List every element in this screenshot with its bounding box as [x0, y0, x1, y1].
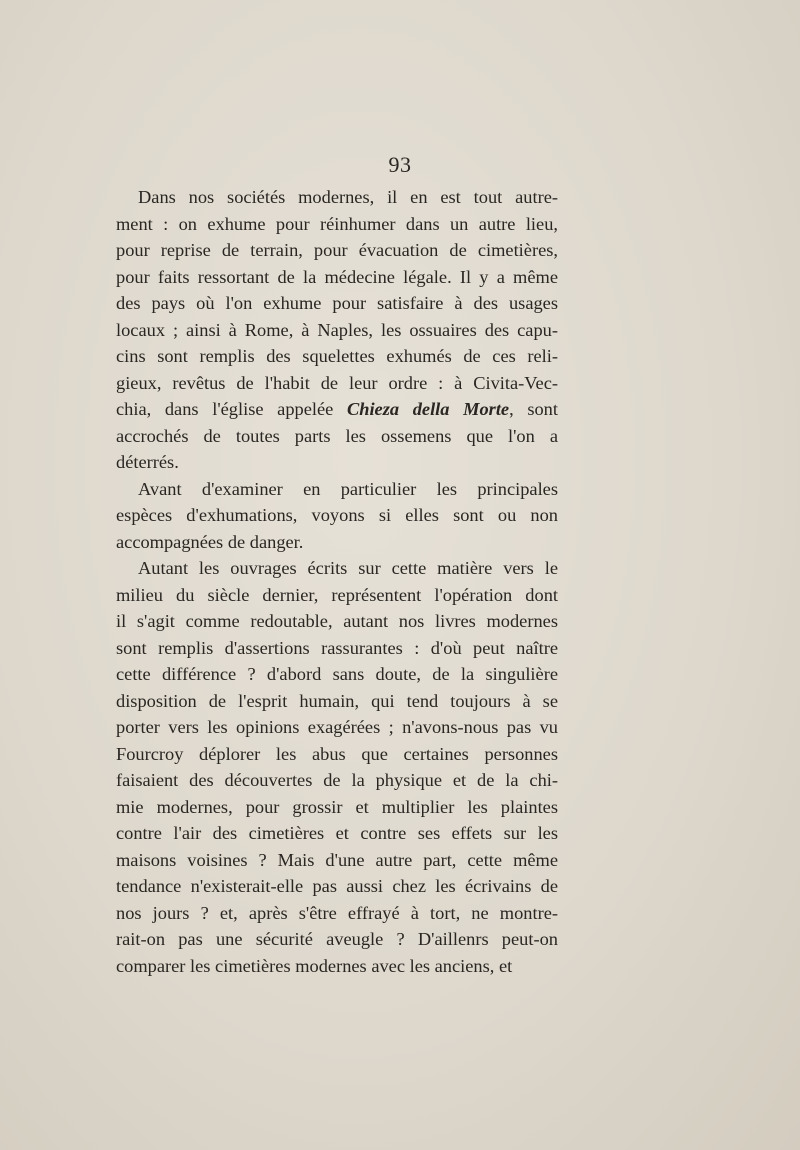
text-line: cins sont remplis des squelettes exhumés de ces reli-	[116, 346, 558, 366]
body-text	[116, 184, 558, 979]
text-line: déterrés.	[116, 452, 179, 472]
text-line: ment : on exhume pour réinhumer dans un autre lieu,	[116, 213, 558, 234]
text-line: mie modernes, pour grossir et multiplier les plaintes	[116, 796, 558, 817]
text-line: Avant d'examiner en particulier les principales	[138, 478, 558, 499]
text-line: pour reprise de terrain, pour évacuation de cimetières,	[116, 240, 558, 260]
text-line: pour faits ressortant de la médecine légale. Il y a même	[116, 266, 558, 287]
text-line: sont remplis d'assertions rassurantes : d'où peut naître	[116, 637, 558, 658]
text-line: comparer les cimetières modernes avec les anciens, et	[116, 955, 513, 976]
text-line: il s'agit comme redoutable, autant nos livres modernes	[116, 611, 558, 631]
text-line: Autant les ouvrages écrits sur cette matière vers le	[138, 558, 558, 578]
text-line: porter vers les opinions exagérées ; n'avons-nous pas vu	[116, 717, 558, 737]
text-line: nos jours ? et, après s'être effrayé à tort, ne montre-	[116, 902, 558, 923]
text-line: Fourcroy déplorer les abus que certaines personnes	[116, 743, 558, 764]
text-line: rait-on pas une sécurité aveugle ? D'aillenrs peut-on	[116, 929, 558, 949]
text-line: chia, dans l'église appelée Chieza della Morte, sont	[116, 399, 558, 419]
page-number: 93	[388, 152, 412, 177]
text-line: cette différence ? d'abord sans doute, de la singulière	[116, 664, 558, 684]
text-line: faisaient des découvertes de la physique et de la chi-	[116, 770, 558, 790]
text-line: maisons voisines ? Mais d'une autre part, cette même	[116, 849, 558, 870]
text-line: disposition de l'esprit humain, qui tend toujours à se	[116, 690, 558, 711]
text-line: tendance n'existerait-elle pas aussi chez les écrivains de	[116, 876, 558, 896]
text-line: accompagnées de danger.	[116, 531, 304, 552]
italic-title: Chieza della Morte	[346, 399, 510, 419]
text-line: gieux, revêtus de l'habit de leur ordre : à Civita-Vec-	[116, 372, 558, 393]
text-line: des pays où l'on exhume pour satisfaire à des usages	[116, 293, 558, 313]
text-line: accrochés de toutes parts les ossemens que l'on a	[116, 425, 558, 446]
text-line: Dans nos sociétés modernes, il en est tout autre-	[138, 187, 558, 207]
text-line: milieu du siècle dernier, représentent l'opération dont	[116, 584, 558, 605]
text-line: locaux ; ainsi à Rome, à Naples, les ossuaires des capu-	[116, 319, 558, 340]
text-line: espèces d'exhumations, voyons si elles sont ou non	[116, 505, 558, 525]
text-line: contre l'air des cimetières et contre ses effets sur les	[116, 823, 558, 843]
